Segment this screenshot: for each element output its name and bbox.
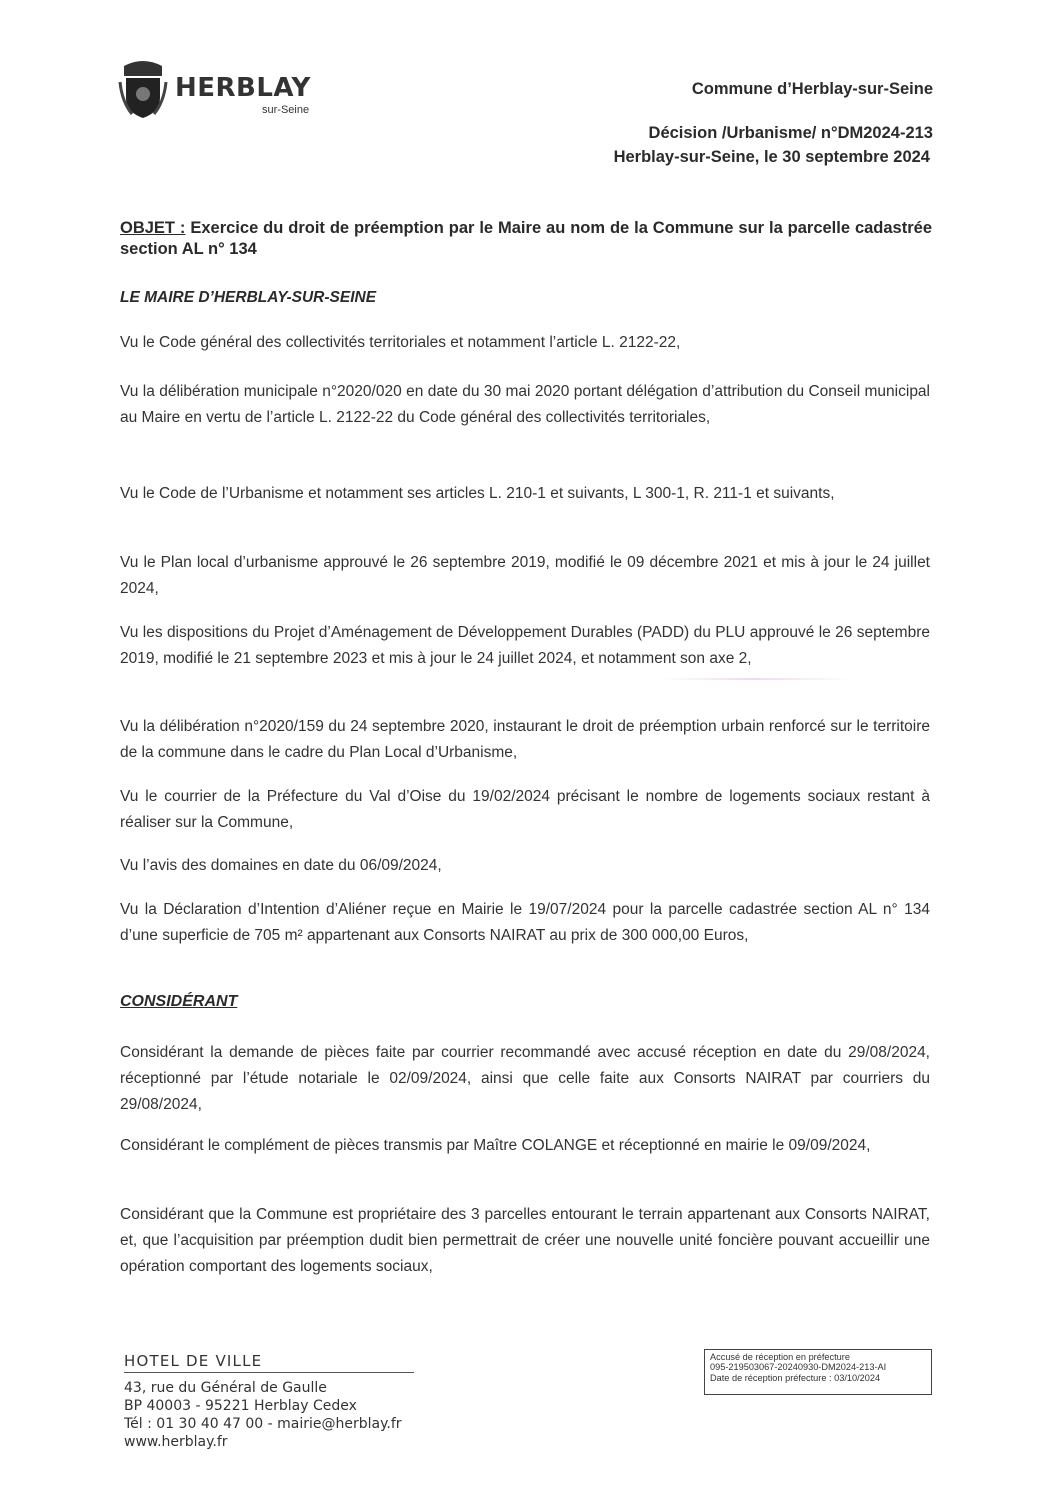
considerant-paragraph: Considérant la demande de pièces faite par courrier recommandé avec accusé réception en date du 29/08/2024, réceptionné par l’étude notariale le 02/09/2024, ainsi que celle faite aux Consorts NAIRAT par courriers du 29/08/2024,	[120, 1044, 930, 1113]
place-and-date: Herblay-sur-Seine, le 30 septembre 2024	[613, 148, 930, 166]
prefecture-receipt-stamp	[704, 1349, 932, 1395]
considerant-paragraph: Considérant le complément de pièces transmis par Maître COLANGE et réceptionné en mairie le 09/09/2024,	[120, 1137, 871, 1154]
vu-paragraph: Vu les dispositions du Projet d’Aménagement de Développement Durables (PADD) du PLU approuvé le 26 septembre 2019, modifié le 21 septembre 2023 et mis à jour le 24 juillet 2024, et notamment son axe 2,	[120, 624, 930, 667]
footer-address: 43, rue du Général de Gaulle	[124, 1380, 327, 1396]
vu-paragraph: Vu la délibération n°2020/159 du 24 septembre 2020, instaurant le droit de préemption urbain renforcé sur le territoire de la commune dans le cadre du Plan Local d’Urbanisme,	[120, 718, 930, 761]
footer-address-block	[124, 1352, 454, 1451]
footer-website: www.herblay.fr	[124, 1434, 228, 1450]
considerant-heading: CONSIDÉRANT	[120, 993, 238, 1010]
scan-mark	[660, 678, 850, 680]
vu-paragraph: Vu le courrier de la Préfecture du Val d’Oise du 19/02/2024 précisant le nombre de logements sociaux restant à réaliser sur la Commune,	[120, 788, 930, 831]
logo-subtitle: sur-Seine	[262, 104, 310, 116]
vu-paragraph: Vu la Déclaration d’Intention d’Aliéner reçue en Mairie le 19/07/2024 pour la parcelle cadastrée section AL n° 134 d’une superficie de 705 m² appartenant aux Consorts NAIRAT au prix de 300 000,00 Euros,	[120, 901, 930, 944]
decision-number: Décision /Urbanisme/ n°DM2024-213	[648, 124, 933, 142]
footer-contact: Tél : 01 30 40 47 00 - mairie@herblay.fr	[124, 1416, 402, 1432]
vu-paragraph: Vu le Plan local d’urbanisme approuvé le 26 septembre 2019, modifié le 09 décembre 2021 et mis à jour le 24 juillet 2024,	[120, 554, 930, 597]
vu-paragraph: Vu la délibération municipale n°2020/020 en date du 30 mai 2020 portant délégation d’attribution du Conseil municipal au Maire en vertu de l’article L. 2122-22 du Code général des collectivités territoriales,	[120, 383, 930, 426]
coat-of-arms-icon	[118, 56, 168, 122]
logo-name: HERBLAY	[175, 73, 311, 103]
objet-label: OBJET :	[120, 219, 186, 237]
maire-heading: LE MAIRE D’HERBLAY-SUR-SEINE	[120, 289, 377, 306]
stamp-line: Accusé de réception en préfecture	[710, 1352, 850, 1362]
stamp-line: 095-219503067-20240930-DM2024-213-AI	[710, 1362, 887, 1373]
considerant-paragraph: Considérant que la Commune est propriétaire des 3 parcelles entourant le terrain appartenant aux Consorts NAIRAT, et, que l’acquisition par préemption dudit bien permettrait de créer une nouvelle unité foncière pouvant accueillir une opération comportant des logements sociaux,	[120, 1206, 930, 1275]
vu-paragraph: Vu le Code de l’Urbanisme et notamment ses articles L. 210-1 et suivants, L 300-1, R. 211-1 et suivants,	[120, 485, 835, 502]
footer-postal: BP 40003 - 95221 Herblay Cedex	[124, 1398, 357, 1414]
vu-paragraph: Vu le Code général des collectivités territoriales et notamment l’article L. 2122-22,	[120, 334, 681, 351]
objet-paragraph	[120, 218, 932, 260]
footer-title: HOTEL DE VILLE	[124, 1352, 414, 1373]
vu-paragraph: Vu l’avis des domaines en date du 06/09/2024,	[120, 857, 442, 874]
herblay-logo	[118, 56, 348, 126]
objet-text: Exercice du droit de préemption par le Maire au nom de la Commune sur la parcelle cadastrée section AL n° 134	[120, 219, 933, 258]
stamp-line: Date de réception préfecture : 03/10/2024	[710, 1372, 881, 1383]
header-commune: Commune d’Herblay-sur-Seine	[691, 80, 933, 98]
